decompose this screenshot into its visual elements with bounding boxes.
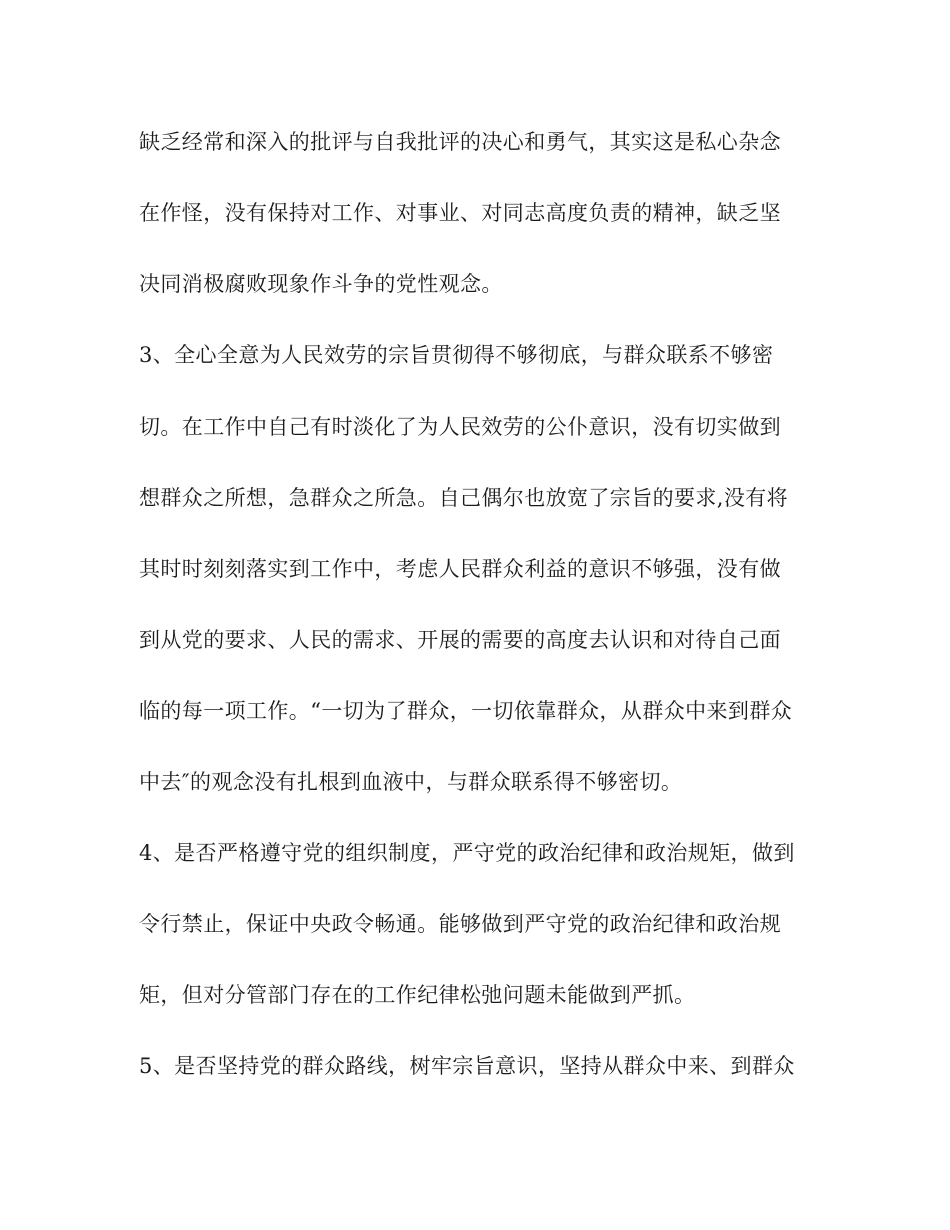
text-line: 矩，但对分管部门存在的工作纪律松弛问题未能做到严抓。 <box>139 983 696 1007</box>
text-line: 5、是否坚持党的群众路线，树牢宗旨意识，坚持从群众中来、到群众 <box>139 1054 795 1078</box>
text-line: 中去″的观念没有扎根到血液中，与群众联系得不够密切。 <box>139 770 683 794</box>
text-line: 想群众之所想，急群众之所急。自己偶尔也放宽了宗旨的要求,没有将 <box>139 486 789 510</box>
text-line: 3、全心全意为人民效劳的宗旨贯彻得不够彻底，与群众联系不够密 <box>139 343 774 367</box>
text-line: 缺乏经常和深入的批评与自我批评的决心和勇气，其实这是私心杂念 <box>139 130 781 154</box>
text-line: 决同消极腐败现象作斗争的党性观念。 <box>139 272 503 296</box>
text-line: 临的每一项工作。“一切为了群众，一切依靠群众，从群众中来到群众 <box>139 699 793 723</box>
text-line: 令行禁止，保证中央政令畅通。能够做到严守党的政治纪律和政治规 <box>139 912 781 936</box>
text-line: 其时时刻刻落实到工作中，考虑人民群众利益的意识不够强，没有做 <box>139 557 781 581</box>
text-line: 到从党的要求、人民的需求、开展的需要的高度去认识和对待自己面 <box>139 628 781 652</box>
text-line: 切。在工作中自己有时淡化了为人民效劳的公仆意识，没有切实做到 <box>139 415 781 439</box>
text-line: 4、是否严格遵守党的组织制度，严守党的政治纪律和政治规矩，做到 <box>139 841 795 865</box>
text-line: 在作怪，没有保持对工作、对事业、对同志高度负责的精神，缺乏坚 <box>139 201 781 225</box>
